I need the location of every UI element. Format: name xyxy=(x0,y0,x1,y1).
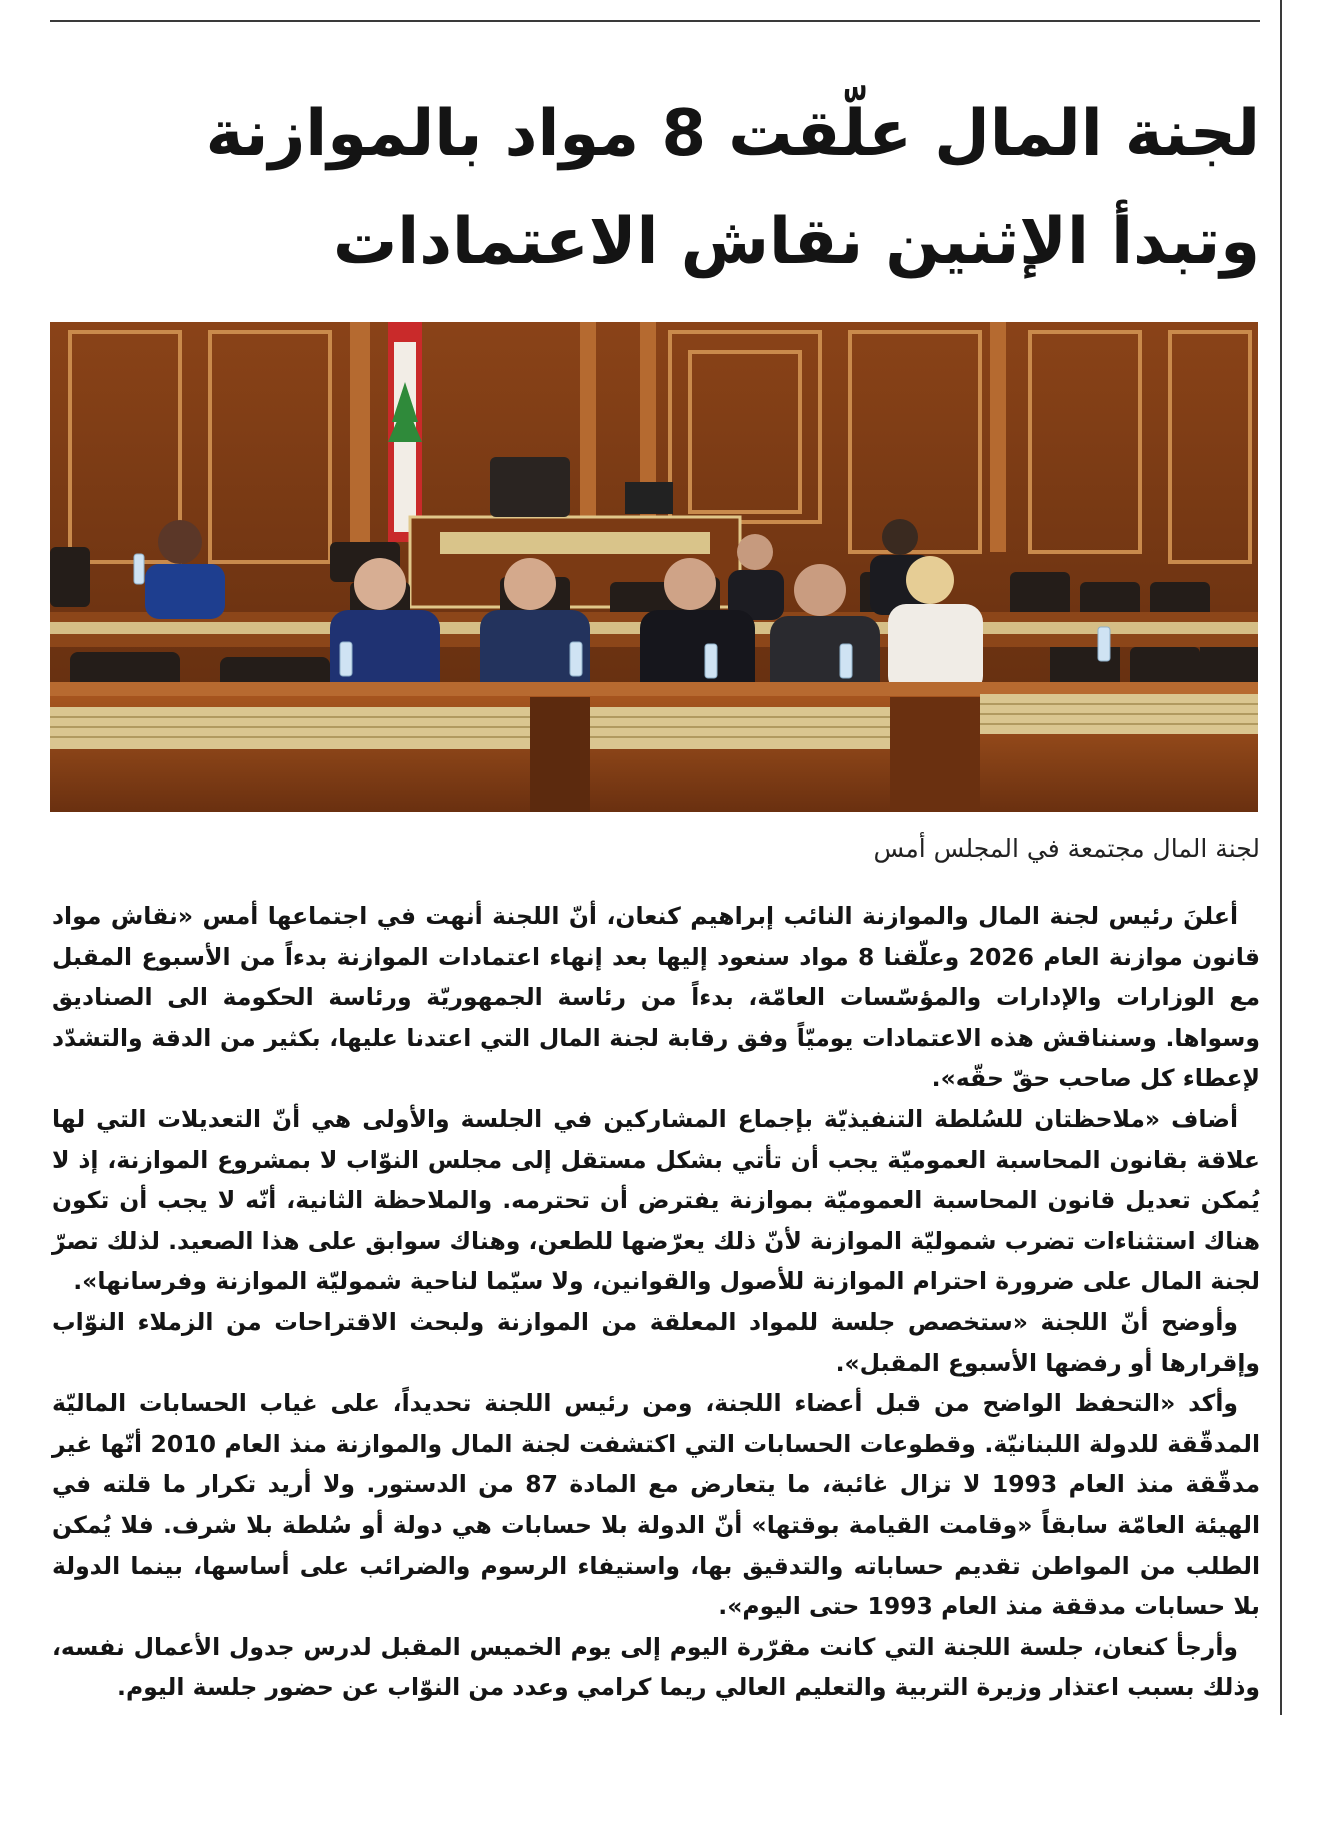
article-paragraph: وأوضح أنّ اللجنة «ستخصص جلسة للمواد المعلقة من الموازنة ولبحث الاقتراحات من الزملاء النوّاب وإقرارها أو رفضها الأسبوع المقبل». xyxy=(52,1307,1260,1377)
photo-caption: لجنة المال مجتمعة في المجلس أمس xyxy=(873,834,1260,863)
top-rule xyxy=(50,20,1260,22)
meeting-photo xyxy=(50,322,1258,812)
meeting-photo-icon xyxy=(50,322,1258,812)
column-rule xyxy=(1280,0,1282,1715)
article-paragraph: أعلنَ رئيس لجنة المال والموازنة النائب إبراهيم كنعان، أنّ اللجنة أنهت في اجتماعها أمس «نقاش مواد قانون موازنة العام 2026 وعلّقنا 8 مواد سنعود إليها بعد إنهاء اعتمادات الموازنة بدءاً من الأسبوع المقبل مع الوزارات والإدارات والمؤسّسات العامّة، بدءاً من رئاسة الجمهوريّة ورئاسة الحكومة الى الصناديق وسواها. وسنناقش هذه الاعتمادات يوميّاً وفق رقابة لجنة المال التي اعتدنا عليها، بكثير من الدقة والتشدّد لإعطاء كل صاحب حقّ حقّه». xyxy=(52,902,1260,1093)
article-body xyxy=(52,896,1260,1708)
article-paragraph: وأرجأ كنعان، جلسة اللجنة التي كانت مقرّرة اليوم إلى يوم الخميس المقبل لدرس جدول الأعمال نفسه، وذلك بسبب اعتذار وزيرة التربية والتعليم العالي ريما كرامي وعدد من النوّاب عن حضور جلسة اليوم. xyxy=(52,1632,1260,1702)
headline-line-1: لجنة المال علّقت 8 مواد بالموازنة xyxy=(205,97,1260,171)
headline-line-2: وتبدأ الإثنين نقاش الاعتمادات xyxy=(332,205,1260,279)
headline xyxy=(60,80,1260,296)
article-paragraph: أضاف «ملاحظتان للسُلطة التنفيذيّة بإجماع المشاركين في الجلسة والأولى هي أنّ التعديلات التي لها علاقة بقانون المحاسبة العموميّة يجب أن تأتي بشكل مستقل إلى مجلس النوّاب لا بمشروع الموازنة، إذ لا يُمكن تعديل قانون المحاسبة العموميّة بموازنة يفترض أن تحترمه. والملاحظة الثانية، أنّه لا يجب أن تكون هناك استثناءات تضرب شموليّة الموازنة لأنّ ذلك يعرّضها للطعن، وهناك سوابق على هذا الصعيد. لذلك تصرّ لجنة المال على ضرورة احترام الموازنة للأصول والقوانين، ولا سيّما لناحية شموليّة الموازنة وفرسانها». xyxy=(52,1104,1260,1296)
article-paragraph: وأكد «التحفظ الواضح من قبل أعضاء اللجنة، ومن رئيس اللجنة تحديداً، على غياب الحسابات الماليّة المدقّقة للدولة اللبنانيّة. وقطوعات الحسابات التي اكتشفت لجنة المال والموازنة منذ العام 2010 أنّها غير مدقّقة منذ العام 1993 لا تزال غائبة، ما يتعارض مع المادة 87 من الدستور. ولا أريد تكرار ما قلته في الهيئة العامّة سابقاً «وقامت القيامة بوقتها» أنّ الدولة بلا حسابات هي دولة أو سُلطة بلا شرف. فلا يُمكن الطلب من المواطن تقديم حساباته والتدقيق بها، واستيفاء الرسوم والضرائب على أساسها، بينما الدولة بلا حسابات مدققة منذ العام 1993 حتى اليوم». xyxy=(52,1389,1260,1621)
